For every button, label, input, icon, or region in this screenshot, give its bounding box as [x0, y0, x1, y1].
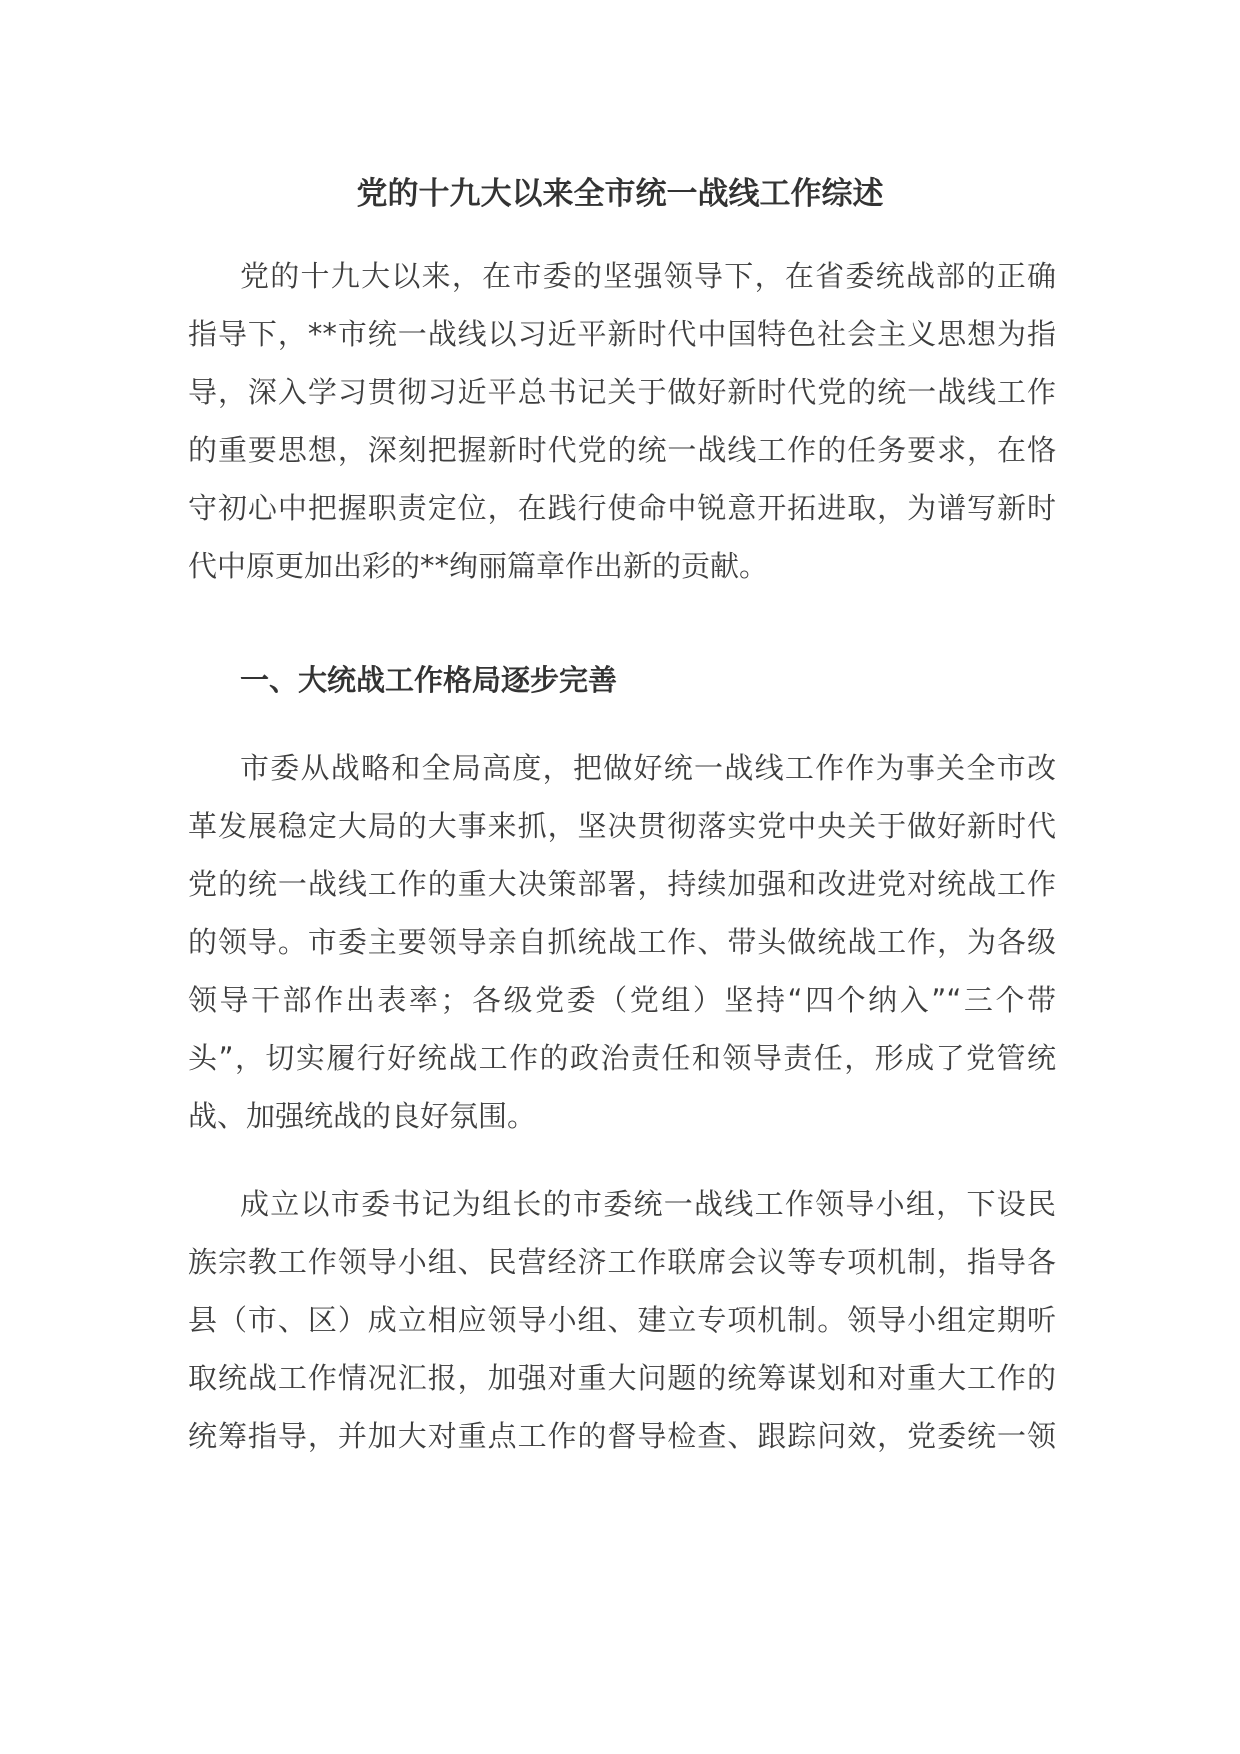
section-heading: 一、大统战工作格局逐步完善 [240, 663, 618, 697]
paragraph-1-line: 指导下，**市统一战线以习近平新时代中国特色社会主义思想为指 [188, 317, 1056, 351]
paragraph-2-line: 领导干部作出表率；各级党委（党组）坚持“四个纳入”“三个带 [188, 983, 1056, 1017]
paragraph-3-line: 成立以市委书记为组长的市委统一战线工作领导小组，下设民 [240, 1187, 1056, 1221]
paragraph-2-line: 党的统一战线工作的重大决策部署，持续加强和改进党对统战工作 [188, 867, 1056, 901]
paragraph-3-line: 取统战工作情况汇报，加强对重大问题的统筹谋划和对重大工作的 [188, 1361, 1056, 1395]
paragraph-1-line: 导，深入学习贯彻习近平总书记关于做好新时代党的统一战线工作 [188, 375, 1056, 409]
paragraph-2-line: 革发展稳定大局的大事来抓，坚决贯彻落实党中央关于做好新时代 [188, 809, 1056, 843]
paragraph-1-line: 守初心中把握职责定位，在践行使命中锐意开拓进取，为谱写新时 [188, 491, 1056, 525]
paragraph-1-line: 的重要思想，深刻把握新时代党的统一战线工作的任务要求，在恪 [188, 433, 1056, 467]
paragraph-2-line: 的领导。市委主要领导亲自抓统战工作、带头做统战工作，为各级 [188, 925, 1056, 959]
paragraph-3-line: 族宗教工作领导小组、民营经济工作联席会议等专项机制，指导各 [188, 1245, 1056, 1279]
paragraph-1-line: 代中原更加出彩的**绚丽篇章作出新的贡献。 [188, 549, 769, 583]
paragraph-2-line: 市委从战略和全局高度，把做好统一战线工作作为事关全市改 [240, 751, 1056, 785]
paragraph-3-line: 县（市、区）成立相应领导小组、建立专项机制。领导小组定期听 [188, 1303, 1056, 1337]
paragraph-3-line: 统筹指导，并加大对重点工作的督导检查、跟踪问效，党委统一领 [188, 1419, 1056, 1453]
paragraph-2-line: 头”，切实履行好统战工作的政治责任和领导责任，形成了党管统 [188, 1041, 1056, 1075]
paragraph-1-line: 党的十九大以来，在市委的坚强领导下，在省委统战部的正确 [240, 259, 1056, 293]
document-title: 党的十九大以来全市统一战线工作综述 [356, 176, 884, 212]
paragraph-2-line: 战、加强统战的良好氛围。 [188, 1099, 537, 1133]
